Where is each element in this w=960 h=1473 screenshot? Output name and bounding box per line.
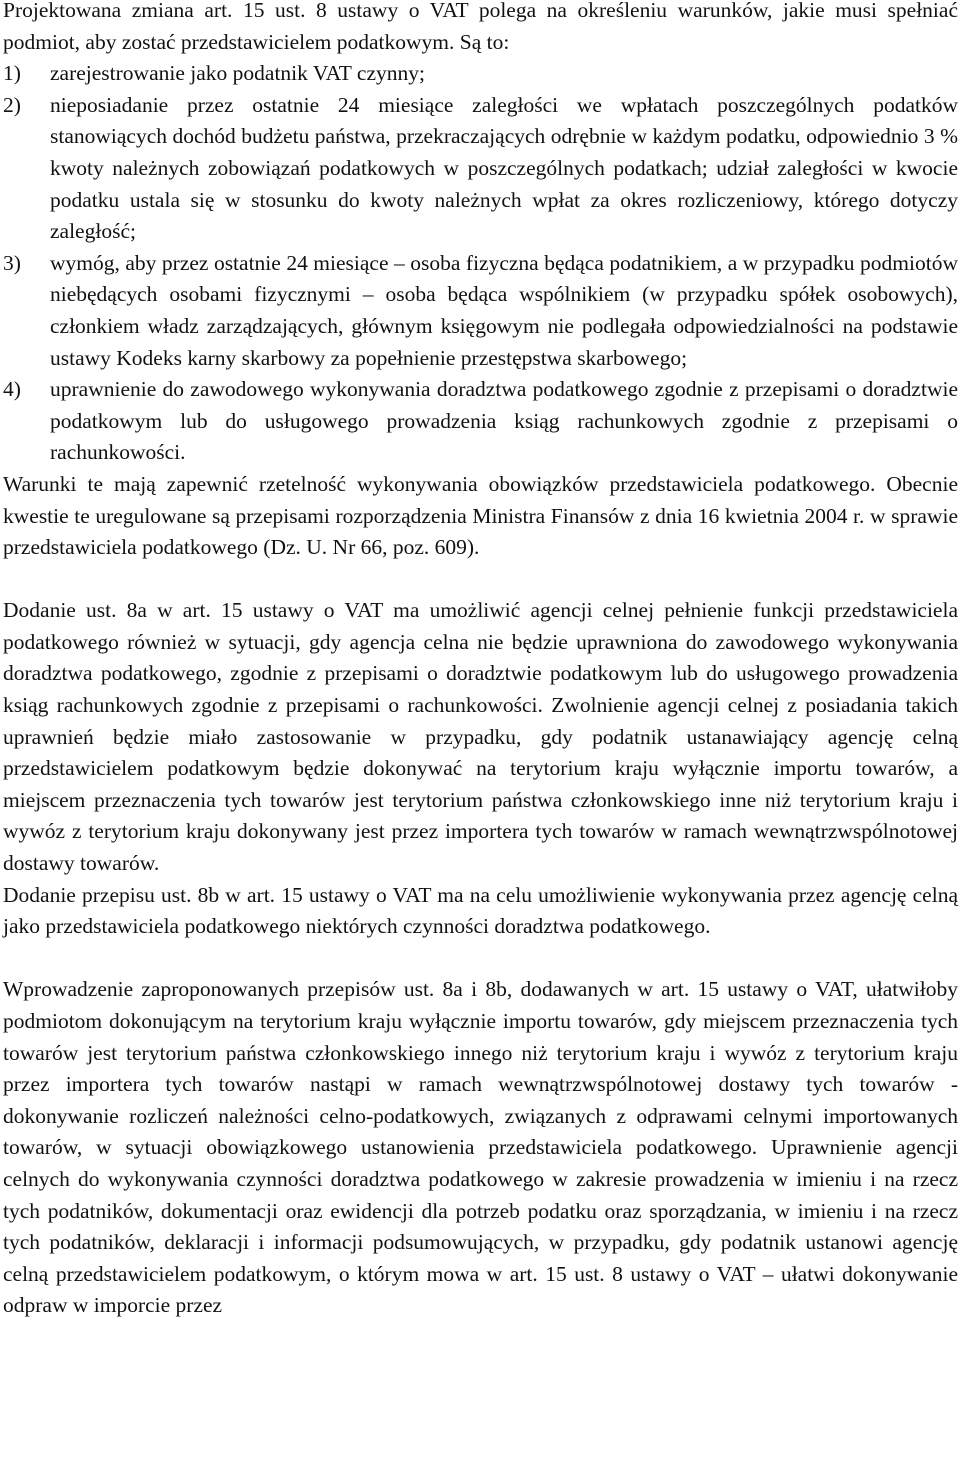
list-item-number: 1) (3, 61, 21, 86)
effects-paragraph: Wprowadzenie zaproponowanych przepisów ust. 8a i 8b, dodawanych w art. 15 ustawy o VAT, ułatwiłoby podmiotom dokonującym na terytorium kraju wyłącznie importu towarów, gdy miejscem przeznaczenia tych towarów jest terytorium państwa członkowskiego innego niż terytorium kraju i wywóz z terytorium kraju przez importera tych towarów nastąpi w ramach wewnątrzwspólnotowej dostawy tych towarów - dokonywanie rozliczeń należności celno-podatkowych, związanych z odprawami celnymi importowanych towarów, w sytuacji obowiązkowego ustanowienia przedstawiciela podatkowego. Uprawnienie agencji celnych do wykonywania czynności doradztwa podatkowego w zakresie prowadzenia w imieniu i na rzecz tych podatników, dokumentacji oraz ewidencji dla potrzeb podatku oraz sporządzania, w imieniu i na rzecz tych podatników, deklaracji i informacji podsumowujących, w przypadku, gdy podatnik ustanowi agencję celną przedstawicielem podatkowym, o którym mowa w art. 15 ust. 8 ustawy o VAT – ułatwi dokonywanie odpraw w imporcie przez (3, 977, 958, 1318)
intro-paragraph: Projektowana zmiana art. 15 ust. 8 ustawy o VAT polega na określeniu warunków, jakie musi spełniać podmiot, aby zostać przedstawicielem podatkowym. Są to: (3, 0, 958, 54)
list-item (3, 248, 958, 374)
paragraph-spacer (3, 943, 958, 975)
paragraph-8b: Dodanie przepisu ust. 8b w art. 15 ustawy o VAT ma na celu umożliwienie wykonywania przez agencję celną jako przedstawiciela podatkowego niektórych czynności doradztwa podatkowego. (3, 882, 958, 939)
conditions-list (3, 58, 958, 469)
paragraph-spacer (3, 564, 958, 596)
paragraph-8a: Dodanie ust. 8a w art. 15 ustawy o VAT ma umożliwić agencji celnej pełnienie funkcji przedstawiciela podatkowego również w sytuacji, gdy agencja celna nie będzie uprawniona do zawodowego wykonywania doradztwa podatkowego, zgodnie z przepisami o doradztwie podatkowym lub do usługowego prowadzenia ksiąg rachunkowych zgodnie z przepisami o rachunkowości. Zwolnienie agencji celnej z posiadania takich uprawnień będzie miało zastosowanie w przypadku, gdy podatnik ustanawiający agencję celną przedstawicielem podatkowym będzie dokonywać na terytorium kraju wyłącznie importu towarów, a miejscem przeznaczenia tych towarów jest terytorium państwa członkowskiego inne niż terytorium kraju i wywóz z terytorium kraju dokonywany jest przez importera tych towarów w ramach wewnątrzwspólnotowej dostawy towarów. (3, 598, 958, 876)
list-item-text: nieposiadanie przez ostatnie 24 miesiące zaległości we wpłatach poszczególnych podatków stanowiących dochód budżetu państwa, przekraczających odrębnie w każdym podatku, odpowiednio 3 % kwoty należnych zobowiązań podatkowych w poszczególnych podatkach; udział zaległości w kwocie podatku ustala się w stosunku do kwoty należnych wpłat za okres rozliczeniowy, którego dotyczy zaległość; (50, 92, 958, 244)
list-item-text: wymóg, aby przez ostatnie 24 miesiące – osoba fizyczna będąca podatnikiem, a w przypadku podmiotów niebędących osobami fizycznymi – osoba będąca wspólnikiem (w przypadku spółek osobowych), członkiem władz zarządzających, głównym księgowym nie podlegała odpowiedzialności na podstawie ustawy Kodeks karny skarbowy za popełnienie przestępstwa skarbowego; (50, 250, 958, 370)
list-item-number: 3) (3, 250, 21, 275)
list-item (3, 374, 958, 469)
list-item-number: 4) (3, 377, 21, 402)
list-item (3, 90, 958, 248)
list-item-text: zarejestrowanie jako podatnik VAT czynny; (50, 61, 425, 86)
conditions-purpose-paragraph: Warunki te mają zapewnić rzetelność wykonywania obowiązków przedstawiciela podatkowego. Obecnie kwestie te uregulowane są przepisami rozporządzenia Ministra Finansów z dnia 16 kwietnia 2004 r. w sprawie przedstawiciela podatkowego (Dz. U. Nr 66, poz. 609). (3, 471, 958, 560)
list-item (3, 58, 958, 90)
list-item-number: 2) (3, 92, 21, 117)
list-item-text: uprawnienie do zawodowego wykonywania doradztwa podatkowego zgodnie z przepisami o doradztwie podatkowym lub do usługowego prowadzenia ksiąg rachunkowych zgodnie z przepisami o rachunkowości. (50, 377, 958, 465)
